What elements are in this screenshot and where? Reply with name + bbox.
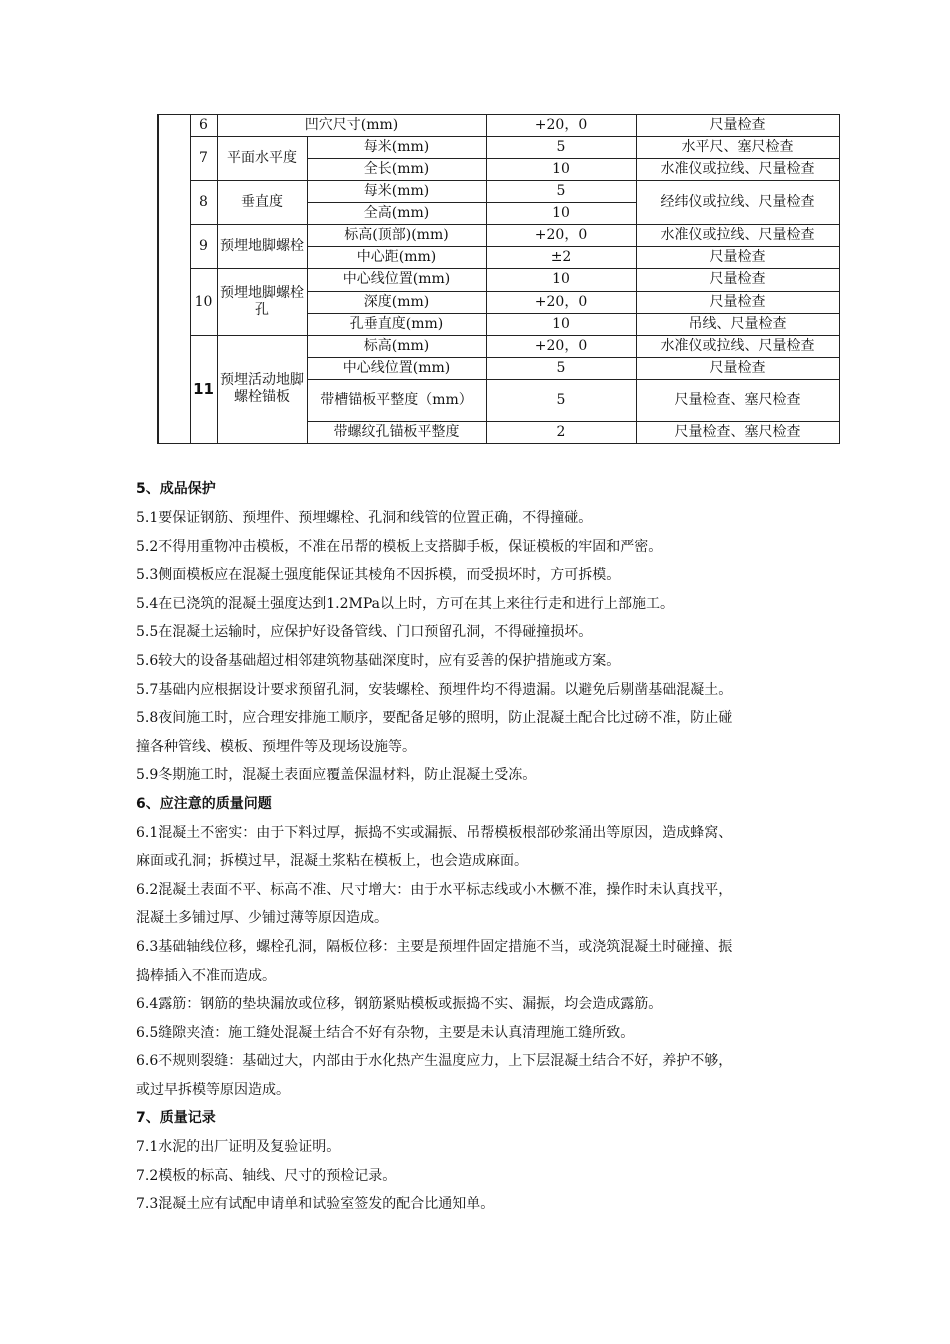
allowed-deviation: 5 [486, 357, 636, 379]
check-method: 水准仪或拉线、尺量检查 [636, 225, 839, 247]
sub-item: 中心线位置(mm) [307, 357, 486, 379]
sub-item: 中心线位置(mm) [307, 269, 486, 291]
check-method: 水准仪或拉线、尺量检查 [636, 335, 839, 357]
item-name: 预埋地脚螺栓孔 [217, 269, 307, 335]
sub-item: 带槽锚板平整度（mm） [307, 379, 486, 421]
paragraph: 混凝土多铺过厚、少铺过薄等原因造成。 [136, 910, 388, 926]
paragraph: 6.4露筋：钢筋的垫块漏放或位移，钢筋紧贴模板或振捣不实、漏振，均会造成露筋。 [136, 996, 663, 1012]
row-number: 7 [190, 137, 217, 181]
paragraph: 5.3侧面模板应在混凝土强度能保证其棱角不因拆模，而受损坏时，方可拆模。 [136, 567, 621, 583]
check-method: 尺量检查 [636, 291, 839, 313]
table-row [158, 181, 839, 203]
sub-item: 中心距(mm) [307, 247, 486, 269]
sub-item: 深度(mm) [307, 291, 486, 313]
check-method: 吊线、尺量检查 [636, 313, 839, 335]
table-row [158, 115, 839, 137]
tolerance-table [157, 114, 840, 444]
allowed-deviation: ±2 [486, 247, 636, 269]
item-name: 预埋活动地脚螺栓锚板 [217, 335, 307, 443]
paragraph: 7.3混凝土应有试配申请单和试验室签发的配合比通知单。 [136, 1196, 495, 1212]
sub-item: 全高(mm) [307, 203, 486, 225]
check-method: 尺量检查 [636, 357, 839, 379]
row-number: 8 [190, 181, 217, 225]
paragraph: 6.6不规则裂缝：基础过大，内部由于水化热产生温度应力，上下层混凝土结合不好，养护不够， [136, 1053, 733, 1069]
paragraph: 6.5缝隙夹渣：施工缝处混凝土结合不好有杂物，主要是未认真清理施工缝所致。 [136, 1025, 635, 1041]
check-method: 水准仪或拉线、尺量检查 [636, 159, 839, 181]
check-method: 尺量检查、塞尺检查 [636, 421, 839, 443]
row-number: 9 [190, 225, 217, 269]
row-number: 6 [190, 115, 217, 137]
item-name: 凹穴尺寸(mm) [217, 115, 486, 137]
paragraph: 撞各种管线、模板、预埋件等及现场设施等。 [136, 739, 416, 755]
table-row [158, 269, 839, 291]
check-method: 尺量检查 [636, 269, 839, 291]
paragraph: 6.1混凝土不密实：由于下料过厚，振捣不实或漏振、吊帮模板根部砂浆涌出等原因，造成蜂窝、 [136, 825, 733, 841]
section-heading: 5、成品保护 [136, 481, 216, 497]
paragraph: 5.9冬期施工时，混凝土表面应覆盖保温材料，防止混凝土受冻。 [136, 767, 537, 783]
sub-item: 每米(mm) [307, 181, 486, 203]
merged-blank-cell [158, 115, 190, 444]
check-method: 经纬仪或拉线、尺量检查 [636, 181, 839, 225]
table-row [158, 225, 839, 247]
paragraph: 5.8夜间施工时，应合理安排施工顺序，要配备足够的照明，防止混凝土配合比过磅不准，防止碰 [136, 710, 733, 726]
paragraph: 5.4在已浇筑的混凝土强度达到1.2MPa以上时，方可在其上来往行走和进行上部施工。 [136, 596, 674, 612]
sub-item: 标高(顶部)(mm) [307, 225, 486, 247]
paragraph: 5.2不得用重物冲击模板，不准在吊帮的模板上支搭脚手板，保证模板的牢固和严密。 [136, 539, 663, 555]
paragraph: 5.6较大的设备基础超过相邻建筑物基础深度时，应有妥善的保护措施或方案。 [136, 653, 621, 669]
sub-item: 孔垂直度(mm) [307, 313, 486, 335]
sub-item: 每米(mm) [307, 137, 486, 159]
table-row [158, 335, 839, 357]
sub-item: 全长(mm) [307, 159, 486, 181]
paragraph: 5.1要保证钢筋、预埋件、预埋螺栓、孔洞和线管的位置正确，不得撞碰。 [136, 510, 593, 526]
allowed-deviation: +20，0 [486, 335, 636, 357]
table-row [158, 137, 839, 159]
allowed-deviation: 10 [486, 313, 636, 335]
sub-item: 标高(mm) [307, 335, 486, 357]
allowed-deviation: +20，0 [486, 225, 636, 247]
paragraph: 或过早拆模等原因造成。 [136, 1082, 290, 1098]
row-number: 10 [190, 269, 217, 335]
paragraph: 5.5在混凝土运输时，应保护好设备管线、门口预留孔洞，不得碰撞损坏。 [136, 624, 593, 640]
sub-item: 带螺纹孔锚板平整度 [307, 421, 486, 443]
check-method: 水平尺、塞尺检查 [636, 137, 839, 159]
allowed-deviation: 10 [486, 203, 636, 225]
paragraph: 7.1水泥的出厂证明及复验证明。 [136, 1139, 341, 1155]
section-heading: 7、质量记录 [136, 1110, 216, 1126]
allowed-deviation: 5 [486, 137, 636, 159]
section-heading: 6、应注意的质量问题 [136, 796, 272, 812]
paragraph: 6.2混凝土表面不平、标高不准、尺寸增大：由于水平标志线或小木橛不准，操作时未认真找平， [136, 882, 733, 898]
allowed-deviation: 10 [486, 269, 636, 291]
paragraph: 捣棒插入不准而造成。 [136, 968, 276, 984]
allowed-deviation: 2 [486, 421, 636, 443]
check-method: 尺量检查 [636, 247, 839, 269]
allowed-deviation: 5 [486, 181, 636, 203]
item-name: 平面水平度 [217, 137, 307, 181]
paragraph: 6.3基础轴线位移，螺栓孔洞，隔板位移：主要是预埋件固定措施不当，或浇筑混凝土时碰撞、振 [136, 939, 733, 955]
allowed-deviation: +20，0 [486, 115, 636, 137]
check-method: 尺量检查、塞尺检查 [636, 379, 839, 421]
paragraph: 5.7基础内应根据设计要求预留孔洞，安装螺栓、预埋件均不得遗漏。以避免后剔凿基础混凝土。 [136, 682, 733, 698]
paragraph: 7.2模板的标高、轴线、尺寸的预检记录。 [136, 1168, 397, 1184]
allowed-deviation: 5 [486, 379, 636, 421]
allowed-deviation: 10 [486, 159, 636, 181]
allowed-deviation: +20，0 [486, 291, 636, 313]
check-method: 尺量检查 [636, 115, 839, 137]
row-number: 11 [190, 335, 217, 443]
item-name: 预埋地脚螺栓 [217, 225, 307, 269]
item-name: 垂直度 [217, 181, 307, 225]
paragraph: 麻面或孔洞；拆模过早，混凝土浆粘在模板上，也会造成麻面。 [136, 853, 528, 869]
